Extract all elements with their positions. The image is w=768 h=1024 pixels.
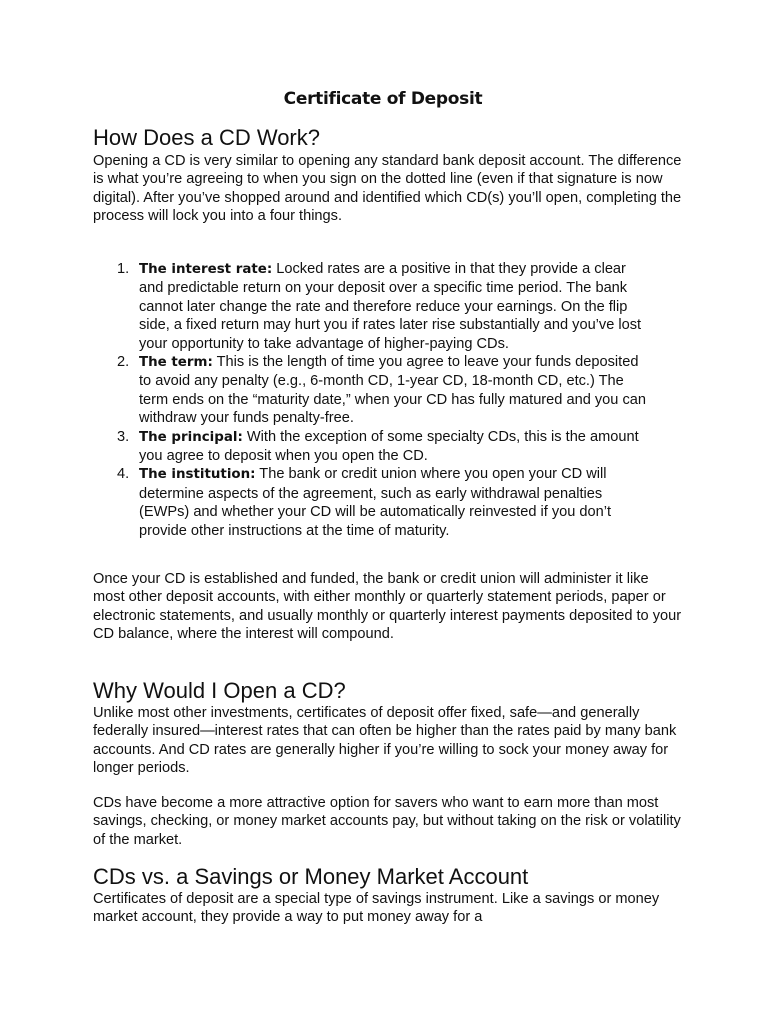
section-paragraph: Unlike most other investments, certificates of deposit offer fixed, safe—and generally federally insured—interest rates that can often be higher than the rates paid by many bank accounts. And CD rates are generally higher if you’re willing to sock your money away for longer periods. bbox=[93, 705, 677, 777]
list-item bbox=[93, 428, 649, 466]
list-item bbox=[93, 465, 649, 540]
list-item-text: With the exception of some specialty CDs, this is the amount you agree to deposit when you open the CD. bbox=[139, 428, 639, 465]
list-item-term: The term: bbox=[139, 355, 213, 371]
list-item-number: 1. bbox=[117, 261, 130, 277]
list-item-term: The institution: bbox=[139, 467, 256, 483]
section-paragraph: Opening a CD is very similar to opening any standard bank deposit account. The difference is what you’re agreeing to when you sign on the dotted line (even if that signature is now digital). After you’ve shopped around and identified which CD(s) you’ll open, completing the process will lock you into a four things. bbox=[93, 153, 682, 225]
list-item bbox=[93, 353, 649, 428]
list-item-text: This is the length of time you agree to leave your funds deposited to avoid any penalty (e.g., 6-month CD, 1-year CD, 18-month CD, etc.) The term ends on the “maturity date,” when your CD has fully matured and you can withdraw your funds penalty-free. bbox=[139, 354, 646, 427]
list-item-text: Locked rates are a positive in that they provide a clear and predictable return on your deposit over a specific time period. The bank cannot later change the rate and therefore reduce your earnings. On the flip side, a fixed return may hurt you if rates later rise substantially and you’ve lost your opportunity to take advantage of higher-paying CDs. bbox=[139, 261, 642, 352]
numbered-list bbox=[93, 260, 683, 540]
section-paragraph: CDs have become a more attractive option for savers who want to earn more than most savings, checking, or money market accounts pay, but without taking on the risk or volatility of the market. bbox=[93, 795, 681, 848]
list-item-text: The bank or credit union where you open your CD will determine aspects of the agreement, such as early withdrawal penalties (EWPs) and whether your CD will be automatically reinvested if you don’t provide other instructions at the time of maturity. bbox=[139, 466, 612, 539]
section-heading: CDs vs. a Savings or Money Market Account bbox=[93, 864, 529, 889]
list-item bbox=[93, 260, 649, 353]
list-item-term: The principal: bbox=[139, 429, 243, 445]
list-item-number: 4. bbox=[117, 466, 130, 483]
section-heading: Why Would I Open a CD? bbox=[93, 678, 346, 703]
list-item-number: 2. bbox=[117, 354, 130, 371]
document-title: Certificate of Deposit bbox=[283, 89, 483, 109]
section-heading: How Does a CD Work? bbox=[93, 125, 320, 150]
list-item-term: The interest rate: bbox=[139, 262, 273, 277]
section-paragraph: Once your CD is established and funded, the bank or credit union will administer it like most other deposit accounts, with either monthly or quarterly statement periods, paper or electronic statements, and usually monthly or quarterly interest payments deposited to your CD balance, where the interest will compound. bbox=[93, 571, 682, 643]
section-paragraph: Certificates of deposit are a special type of savings instrument. Like a savings or money market account, they provide a way to put money away for a bbox=[93, 891, 660, 926]
list-item-number: 3. bbox=[117, 428, 130, 445]
